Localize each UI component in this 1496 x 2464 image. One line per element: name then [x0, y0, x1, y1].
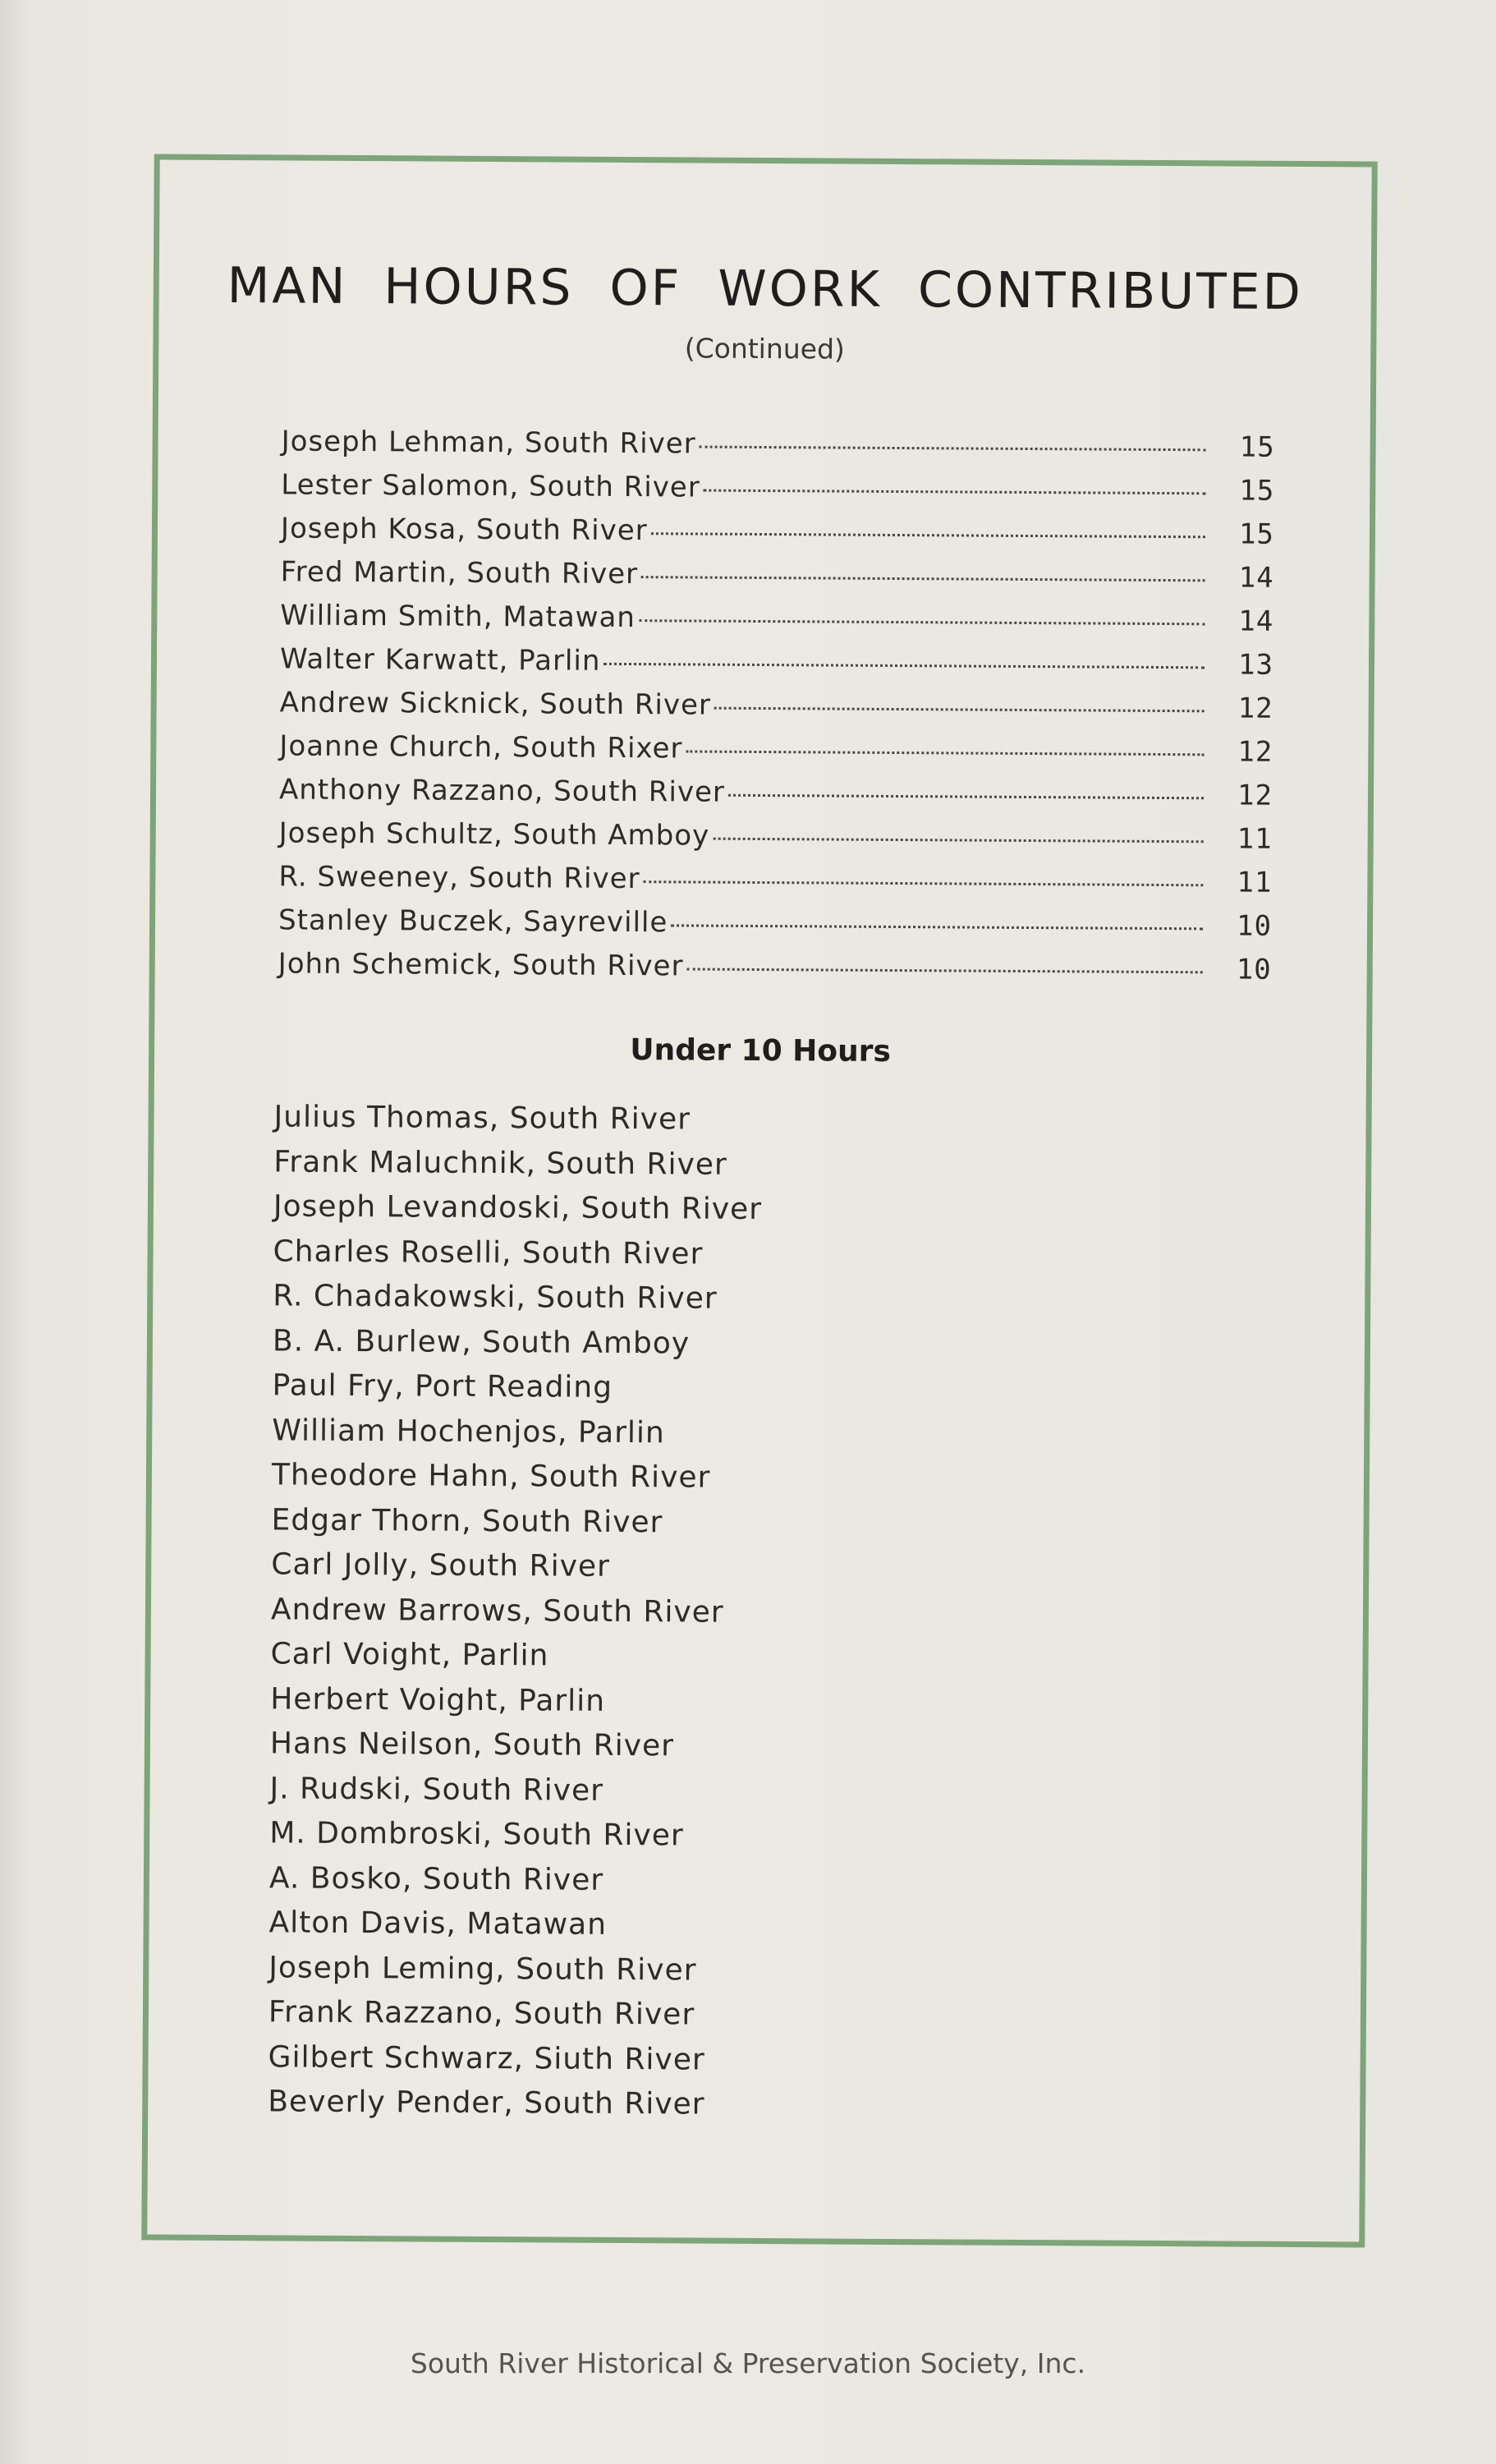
contributor-name: R. Sweeney, South River — [278, 860, 640, 896]
contributor-name: Lester Salomon, South River — [281, 468, 700, 504]
contributor-name: Anthony Razzano, South River — [278, 773, 726, 809]
list-item: Andrew Barrows, South River — [270, 1592, 724, 1630]
list-item: J. Rudski, South River — [269, 1771, 604, 1808]
list-item: Beverly Pender, South River — [268, 2085, 705, 2122]
hours-value: 15 — [1238, 517, 1275, 551]
dot-leader — [700, 446, 1206, 452]
list-item: Herbert Voight, Parlin — [270, 1681, 606, 1718]
hours-row — [279, 729, 1273, 779]
hours-value: 11 — [1237, 822, 1273, 856]
contributor-name: Joanne Church, South Rixer — [279, 729, 683, 765]
list-item: Carl Jolly, South River — [271, 1547, 611, 1584]
list-item: Paul Fry, Port Reading — [272, 1368, 613, 1404]
hours-row — [280, 642, 1273, 692]
list-item: Edgar Thorn, South River — [271, 1502, 663, 1539]
contributor-name: Joseph Schultz, South Amboy — [278, 816, 710, 853]
hours-value: 13 — [1237, 648, 1274, 682]
page-subtitle: (Continued) — [684, 332, 846, 365]
list-item: Alton Davis, Matawan — [268, 1905, 608, 1942]
contributor-name: Andrew Sicknick, South River — [279, 686, 712, 722]
hours-value: 15 — [1239, 430, 1275, 464]
hours-row — [280, 599, 1273, 648]
dot-leader — [704, 490, 1206, 495]
dot-leader — [714, 707, 1205, 713]
footer-credit: South River Historical & Preservation Society, Inc. — [410, 2347, 1086, 2379]
hours-row — [279, 686, 1273, 735]
hours-row — [281, 468, 1274, 517]
under-10-hours-heading: Under 10 Hours — [630, 1033, 892, 1069]
contributor-name: William Smith, Matawan — [280, 599, 636, 635]
dot-leader — [686, 968, 1202, 973]
list-item: Joseph Levandoski, South River — [273, 1189, 763, 1227]
contributor-name: Joseph Kosa, South River — [280, 512, 648, 548]
list-item: William Hochenjos, Parlin — [272, 1413, 665, 1450]
page-title: MAN HOURS OF WORK CONTRIBUTED — [227, 257, 1304, 322]
green-border-frame — [141, 154, 1377, 2247]
hours-row — [281, 512, 1274, 561]
dot-leader — [603, 663, 1205, 669]
contributor-name: John Schemick, South River — [278, 947, 684, 983]
list-item: Gilbert Schwarz, Siuth River — [268, 2039, 705, 2077]
hours-value: 10 — [1236, 909, 1273, 943]
list-item: Charles Roselli, South River — [273, 1234, 704, 1271]
contributor-name: Joseph Lehman, South River — [281, 425, 696, 461]
hours-value: 12 — [1237, 735, 1273, 769]
dot-leader — [644, 880, 1204, 886]
hours-value: 10 — [1236, 953, 1272, 986]
dot-leader — [713, 838, 1203, 844]
hours-value: 12 — [1237, 692, 1273, 725]
under-10-hours-list — [268, 1100, 763, 2132]
hours-value: 12 — [1237, 779, 1273, 812]
dot-leader — [671, 924, 1203, 930]
hours-value: 11 — [1237, 866, 1273, 899]
hours-value: 15 — [1239, 474, 1275, 508]
list-item: R. Chadakowski, South River — [273, 1279, 718, 1316]
dot-leader — [639, 619, 1205, 625]
list-item: Frank Razzano, South River — [268, 1995, 695, 2032]
hours-list — [278, 425, 1275, 996]
contributor-name: Walter Karwatt, Parlin — [279, 642, 601, 678]
hours-row — [279, 816, 1273, 866]
list-item: Frank Maluchnik, South River — [273, 1144, 727, 1182]
hours-row — [281, 425, 1274, 474]
dot-leader — [641, 576, 1205, 582]
list-item: B. A. Burlew, South Amboy — [272, 1323, 691, 1360]
dot-leader — [728, 794, 1204, 800]
hours-row — [280, 555, 1273, 605]
list-item: Hans Neilson, South River — [269, 1726, 675, 1763]
list-item: Carl Voight, Parlin — [270, 1637, 549, 1673]
list-item: M. Dombroski, South River — [269, 1816, 684, 1853]
contributor-name: Stanley Buczek, Sayreville — [278, 903, 668, 940]
hours-row — [278, 860, 1272, 909]
list-item: A. Bosko, South River — [268, 1860, 604, 1897]
dot-leader — [651, 532, 1205, 538]
hours-row — [278, 947, 1272, 996]
list-item: Theodore Hahn, South River — [271, 1458, 711, 1495]
list-item: Julius Thomas, South River — [273, 1100, 691, 1137]
hours-value: 14 — [1238, 561, 1274, 595]
dot-leader — [686, 750, 1204, 756]
list-item: Joseph Leming, South River — [268, 1950, 697, 1988]
contributor-name: Fred Martin, South River — [280, 555, 639, 591]
hours-row — [278, 903, 1272, 953]
hours-row — [279, 773, 1273, 822]
hours-value: 14 — [1238, 605, 1274, 638]
